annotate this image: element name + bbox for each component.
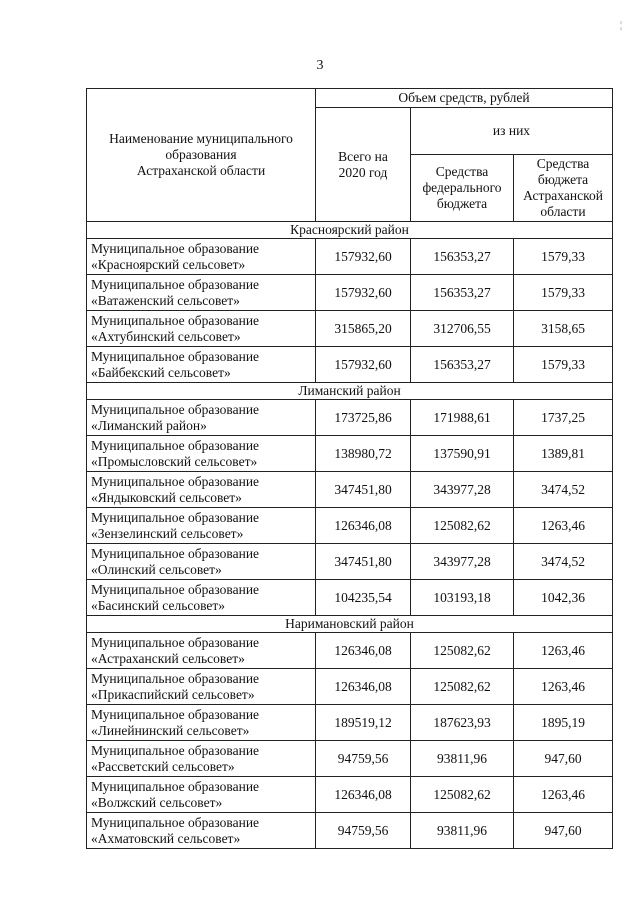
municipality-name-line1: Муниципальное образование	[91, 401, 260, 417]
region-name: Лиманский район	[87, 383, 613, 400]
header-total-cell	[316, 108, 411, 222]
federal-cell: 156353,27	[411, 239, 514, 275]
municipality-name-line2: «Волжский сельсовет»	[91, 794, 223, 810]
total-cell: 173725,86	[316, 400, 411, 436]
federal-cell: 125082,62	[411, 669, 514, 705]
regional-cell: 1389,81	[514, 436, 613, 472]
regional-cell: 1263,46	[514, 777, 613, 813]
municipality-name-cell	[87, 777, 316, 813]
header-name-line1: Наименование муниципального	[109, 131, 293, 146]
municipality-name-line1: Муниципальное образование	[91, 437, 260, 453]
regional-cell: 3474,52	[514, 472, 613, 508]
municipality-name-line2: «Красноярский сельсовет»	[91, 256, 246, 272]
federal-cell: 125082,62	[411, 633, 514, 669]
regional-cell: 947,60	[514, 813, 613, 849]
municipality-name-line1: Муниципальное образование	[91, 814, 260, 830]
table-row	[87, 508, 613, 544]
total-cell: 157932,60	[316, 275, 411, 311]
municipality-name-line2: «Байбекский сельсовет»	[91, 364, 231, 380]
municipality-name-line1: Муниципальное образование	[91, 706, 260, 722]
regional-cell: 1579,33	[514, 239, 613, 275]
municipality-name-line1: Муниципальное образование	[91, 276, 260, 292]
table-row	[87, 347, 613, 383]
municipality-name-line1: Муниципальное образование	[91, 634, 260, 650]
total-cell: 94759,56	[316, 813, 411, 849]
municipality-name-line2: «Олинский сельсовет»	[91, 561, 222, 577]
municipality-name-line1: Муниципальное образование	[91, 742, 260, 758]
municipality-name-cell	[87, 508, 316, 544]
municipality-name-line2: «Рассветский сельсовет»	[91, 758, 235, 774]
municipality-name-line1: Муниципальное образование	[91, 509, 260, 525]
budget-table	[86, 88, 613, 849]
municipality-name-cell	[87, 347, 316, 383]
table-row	[87, 239, 613, 275]
total-cell: 157932,60	[316, 239, 411, 275]
header-name-line3: Астраханской области	[136, 163, 266, 178]
federal-cell: 343977,28	[411, 472, 514, 508]
header-regional-line1: Средства	[536, 156, 590, 171]
region-name: Наримановский район	[87, 616, 613, 633]
federal-cell: 125082,62	[411, 777, 514, 813]
federal-cell: 187623,93	[411, 705, 514, 741]
municipality-name-cell	[87, 544, 316, 580]
municipality-name-line1: Муниципальное образование	[91, 240, 260, 256]
federal-cell: 93811,96	[411, 813, 514, 849]
regional-cell: 1263,46	[514, 508, 613, 544]
region-header-row	[87, 383, 613, 400]
total-cell: 189519,12	[316, 705, 411, 741]
municipality-name-cell	[87, 311, 316, 347]
municipality-name-cell	[87, 436, 316, 472]
total-cell: 126346,08	[316, 777, 411, 813]
table-row	[87, 633, 613, 669]
federal-cell: 343977,28	[411, 544, 514, 580]
federal-cell: 171988,61	[411, 400, 514, 436]
region-header-row	[87, 616, 613, 633]
municipality-name-line2: «Прикаспийский сельсовет»	[91, 686, 255, 702]
header-total-line2: 2020 год	[338, 164, 388, 180]
federal-cell: 156353,27	[411, 347, 514, 383]
total-cell: 94759,56	[316, 741, 411, 777]
header-name-cell	[87, 89, 316, 222]
municipality-name-cell	[87, 400, 316, 436]
table-row	[87, 669, 613, 705]
municipality-name-cell	[87, 813, 316, 849]
header-federal-cell	[411, 155, 514, 222]
municipality-name-line2: «Промысловский сельсовет»	[91, 453, 258, 469]
municipality-name-cell	[87, 472, 316, 508]
municipality-name-line1: Муниципальное образование	[91, 545, 260, 561]
table-row	[87, 741, 613, 777]
total-cell: 126346,08	[316, 508, 411, 544]
table-row	[87, 275, 613, 311]
total-cell: 157932,60	[316, 347, 411, 383]
total-cell: 347451,80	[316, 472, 411, 508]
federal-cell: 156353,27	[411, 275, 514, 311]
header-federal-line2: федерального	[422, 180, 502, 195]
region-header-row	[87, 222, 613, 239]
table-row	[87, 705, 613, 741]
header-total-line1: Всего на	[338, 148, 388, 164]
municipality-name-cell	[87, 633, 316, 669]
total-cell: 126346,08	[316, 669, 411, 705]
table-row	[87, 400, 613, 436]
header-regional-line4: области	[540, 204, 586, 219]
table-row	[87, 436, 613, 472]
table-row	[87, 777, 613, 813]
regional-cell: 1737,25	[514, 400, 613, 436]
total-cell: 315865,20	[316, 311, 411, 347]
header-of-them: из них	[411, 108, 613, 155]
regional-cell: 1042,36	[514, 580, 613, 616]
page-number: 3	[316, 58, 324, 73]
municipality-name-line2: «Яндыковский сельсовет»	[91, 489, 242, 505]
municipality-name-cell	[87, 580, 316, 616]
municipality-name-line2: «Астраханский сельсовет»	[91, 650, 245, 666]
regional-cell: 3158,65	[514, 311, 613, 347]
header-federal-line1: Средства	[435, 164, 489, 179]
header-name-line2: образования	[165, 147, 237, 162]
regional-cell: 1263,46	[514, 669, 613, 705]
header-regional-line3: Астраханской	[523, 188, 603, 203]
regional-cell: 947,60	[514, 741, 613, 777]
table-row	[87, 813, 613, 849]
total-cell: 347451,80	[316, 544, 411, 580]
table-body	[87, 222, 613, 849]
corner-mark: ¦	[619, 20, 622, 31]
header-federal-line3: бюджета	[436, 196, 488, 211]
regional-cell: 1895,19	[514, 705, 613, 741]
header-volume: Объем средств, рублей	[316, 89, 613, 108]
municipality-name-line1: Муниципальное образование	[91, 312, 260, 328]
regional-cell: 3474,52	[514, 544, 613, 580]
total-cell: 126346,08	[316, 633, 411, 669]
federal-cell: 312706,55	[411, 311, 514, 347]
municipality-name-cell	[87, 705, 316, 741]
regional-cell: 1263,46	[514, 633, 613, 669]
municipality-name-cell	[87, 669, 316, 705]
municipality-name-line2: «Линейнинский сельсовет»	[91, 722, 250, 738]
table-row	[87, 472, 613, 508]
municipality-name-line1: Муниципальное образование	[91, 670, 260, 686]
municipality-name-line1: Муниципальное образование	[91, 348, 260, 364]
federal-cell: 137590,91	[411, 436, 514, 472]
municipality-name-cell	[87, 275, 316, 311]
federal-cell: 125082,62	[411, 508, 514, 544]
table-row	[87, 311, 613, 347]
municipality-name-cell	[87, 239, 316, 275]
municipality-name-line2: «Ахтубинский сельсовет»	[91, 328, 241, 344]
municipality-name-line2: «Ватаженский сельсовет»	[91, 292, 240, 308]
municipality-name-line2: «Лиманский район»	[91, 417, 207, 433]
header-regional-cell	[514, 155, 613, 222]
region-name: Красноярский район	[87, 222, 613, 239]
header-regional-line2: бюджета	[537, 172, 589, 187]
municipality-name-line2: «Ахматовский сельсовет»	[91, 830, 241, 846]
municipality-name-line2: «Зензелинский сельсовет»	[91, 525, 244, 541]
regional-cell: 1579,33	[514, 347, 613, 383]
regional-cell: 1579,33	[514, 275, 613, 311]
municipality-name-line1: Муниципальное образование	[91, 473, 260, 489]
municipality-name-line1: Муниципальное образование	[91, 581, 260, 597]
municipality-name-line1: Муниципальное образование	[91, 778, 260, 794]
total-cell: 104235,54	[316, 580, 411, 616]
table-row	[87, 544, 613, 580]
federal-cell: 103193,18	[411, 580, 514, 616]
total-cell: 138980,72	[316, 436, 411, 472]
municipality-name-cell	[87, 741, 316, 777]
municipality-name-line2: «Басинский сельсовет»	[91, 597, 226, 613]
federal-cell: 93811,96	[411, 741, 514, 777]
table-row	[87, 580, 613, 616]
